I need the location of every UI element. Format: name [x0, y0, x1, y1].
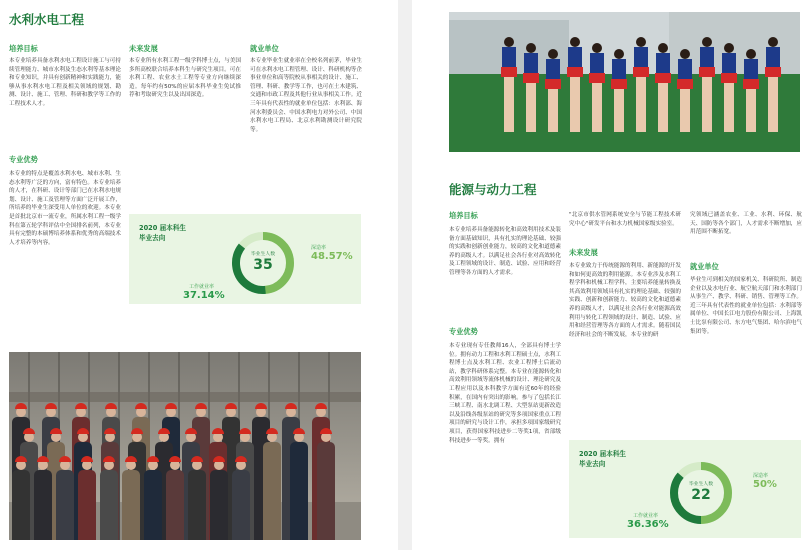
page-spine [398, 0, 412, 550]
left-further-value: 48.57% [311, 251, 353, 262]
left-future-text: 本专业所有水利工程一级学科博士点，与美国多所高校联合培养本科生与研究生项目。可在水利工程、农业水土工程等专业方向继续深造。每年约有50%的应届本科毕业生免试推荐和考取研究生以及出国深造。 [129, 58, 241, 99]
left-employ-label: 工作就业率 [189, 284, 215, 290]
left-advantage-heading: 专业优势 [9, 155, 38, 164]
right-stats-panel [569, 440, 801, 538]
right-employer-heading: 就业单位 [690, 262, 719, 271]
right-future-text: 本专业致力于传统能源的利用、新能源的开发和如何更高效的利用能源。本专业涉及水利工程学科和机械工程学科，主要培养能量转换及其高效利用领域具有扎实的理论基础、较强的实践、创新和创新能力、较高的文化和道德素养的高级人才，以满足社会各行业对能源高效利用与转化工程领域的设计、制造、试验、应用和经营管理等各方面的人才需求。随着国民经济和社会的不断发展，本专业的研 [569, 263, 681, 338]
right-page-title: 能源与动力工程 [449, 182, 537, 197]
left-employer-heading: 就业单位 [250, 44, 279, 53]
left-employer-text: 本专业毕业生就业率在全校名列前茅，毕业生可在水利水电工程管理、设计、科研机构等企事业单位和高等院校从事相关的设计、施工、管理、科研、教学等工作，也可在土木建筑、交通和市政工程及其他行业从事相关工作。近三年具有代表性的就业单位包括：水利部、海河水利委员会、中国水利电力对外公司、中国水利水电工程局、北京水利勘测设计研究院等。 [250, 58, 362, 133]
left-goal-text: 本专业培养具备水利水电工程设计施工与可持续管理能力、城市水利及生态水利等基本理论和专业知识，并具有创新精神和实践能力，能够从事水利水电工程及相关领域的规划、勘测、设计、施工、管理、科研和教学等工作的工程技术人才。 [9, 58, 121, 107]
right-future-heading: 未来发展 [569, 248, 598, 257]
right-goal-text: 本专业培养具备能源转化和高效利用技术及装备方面基础知识，具有扎实的理论基础、较强的实践和创新创业能力，较高的文化和道德素养的高级人才。以满足社会各行业对高效转化及工程领域的设计、制造、试验、应用和经营管理等各方面的人才需求。 [449, 227, 561, 276]
right-ring-label: 毕业生人数 [689, 482, 713, 487]
person-figure [263, 428, 281, 540]
right-goal-heading: 培养目标 [449, 211, 478, 220]
right-stats-title-line1: 2020 届本科生 [579, 450, 627, 458]
right-col3-continued: 究领域已涵盖农业、工业、水利、环保、航天、国防等各个部门，人才需求不断增加，应用范围不断拓宽。 [690, 212, 802, 236]
left-future-heading: 未来发展 [129, 44, 158, 53]
right-advantage-heading: 专业优势 [449, 327, 478, 336]
cheerleader-photo [449, 12, 800, 152]
right-further-value: 50% [753, 479, 777, 490]
left-stats-title-line2: 毕业去向 [139, 234, 166, 242]
right-col2-continued: "北京市供水管网系统安全与节能工程技术研究中心"研发平台和水力机械国家级实验室。 [569, 212, 681, 227]
person-figure [290, 428, 308, 540]
right-employer-text: 毕业生可到相关的国家机关、科研院所、制造企业以及水电行业、航空航天部门和水利部门从事生产、教学、科研、销售、管理等工作。近三年具有代表性的就业单位包括：水利部等属单位、中国长江电力股份有限公司、上海凯士比泵有限公司、东方电气集团、哈尔滨电气集团等。 [690, 277, 802, 335]
left-further-label: 深造率 [311, 245, 327, 251]
right-advantage-text: 本专业现有专任教师16人，全部具有博士学位。拥有动力工程和水利工程硕士点，水利工程博士点及水利工程、农业工程博士后流动站，教学科研体系完整。本专业在能源转化和高效利用领域等流体机械的设计、理论研究及工程应用以及本科教学方面有近60年的经验积累，在国内有突出的影响。参与了包括长江三峡工程、南水北调工程、大型泵站更新改造以及沿线各级泵站的研究等多项国家重点工程项目的研究与设计工作，承担多项国家级研究项目，获得国家科技进步二等奖1项，省部级科技进步一等奖。拥有 [449, 343, 561, 444]
right-employ-label: 工作就业率 [633, 513, 659, 519]
left-ring-label: 毕业生人数 [251, 252, 275, 257]
left-page-title: 水利水电工程 [9, 12, 85, 27]
right-graduate-count: 22 [691, 487, 711, 503]
left-graduate-count: 35 [253, 257, 273, 273]
group-photo-hardhats [9, 352, 361, 540]
person-figure [317, 428, 335, 540]
left-goal-heading: 培养目标 [9, 44, 38, 53]
left-stats-title-line1: 2020 届本科生 [139, 224, 187, 232]
left-advantage-text: 本专业的特点是覆盖水利水电、城市水利、生态水利等广泛的方向，富有特色。本专业培养的人才，在科研、设计等部门已在水利水电规划、设计、施工及管理等方面广泛开展工作，所培养的毕业生深受用人单位的欢迎。本专业是首批北京市一流专业，所属水利工程一级学科在第五轮学科评估中全国排名前列，本专业具有完整的本硕博培养体系和优秀的高端技术人才培养等内容。 [9, 171, 121, 246]
left-stats-panel [129, 214, 361, 304]
right-further-label: 深造率 [753, 473, 769, 479]
right-employ-value: 36.36% [627, 519, 669, 530]
left-employ-value: 37.14% [183, 290, 225, 301]
right-stats-title-line2: 毕业去向 [579, 460, 606, 468]
